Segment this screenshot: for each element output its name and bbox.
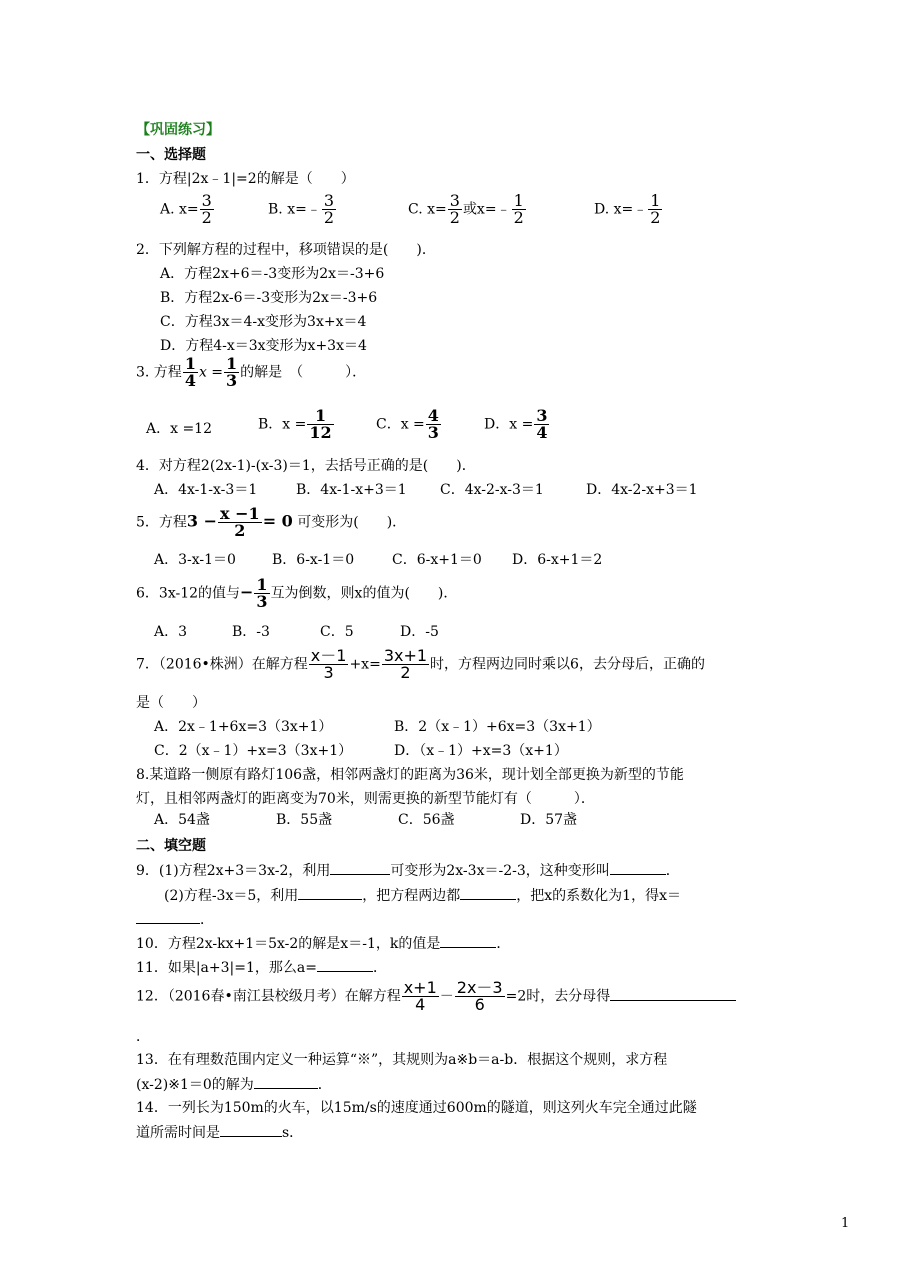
q9-line1: 9．(1)方程2x+3＝3x-2，利用 可变形为2x-3x＝-2-3，这种变形叫 ． [136,860,680,881]
q12-blank[interactable] [610,986,736,1001]
q7-option-d: D．（x﹣1）+x=3（x+1） [394,743,568,759]
q12: 12．（2016春•南江县校级月考）在解方程 $\frac{x+1}{4}$ － $\frac{2x-3}{6}$ =2时，去分母得 [136,980,736,1013]
q4-stem: 4．对方程2(2x-1)-(x-3)＝1，去括号正确的是( )． [136,458,476,474]
q6-option-a: A．3 [154,624,188,640]
q4-option-d: D．4x-2-x+3＝1 [586,482,698,498]
q7-stem: 7．（2016•株洲）在解方程 $\frac{x-1}{3}$ +x= $\frac{3x+1}{2}$ 时，方程两边同时乘以6，去分母后，正确的 [136,646,705,682]
q14-line1: 14．一列长为150m的火车，以15m/s的速度通过600m的隧道，则这列火车完全通过此隧 [136,1100,697,1116]
q4-option-b: B．4x-1-x+3＝1 [296,482,407,498]
q9-line2: (2)方程-3x＝5，利用 ，把方程两边都 ，把x的系数化为1，得x＝ [164,885,681,906]
q1-option-c: C. x= $\frac{3}{2}$ 或x=﹣ $\frac{1}{2}$ [408,191,524,227]
q9-blank-5[interactable] [136,909,200,924]
q13-line1: 13．在有理数范围内定义一种运算“※”，其规则为a※b＝a-b．根据这个规则，求方程 [136,1052,668,1068]
q6-stem: 6．3x-12的值与− $\frac{1}{3}$ 互为倒数，则x的值为( )． [136,575,458,611]
q4-option-c: C．4x-2-x-3＝1 [440,482,544,498]
q1-option-b: B. x=﹣ $\frac{3}{2}$ [268,191,335,227]
q8-stem-line2: 灯，且相邻两盏灯的距离变为70米，则需更换的新型节能灯有（ ）． [136,791,595,807]
q14-line2: 道所需时间是 s． [136,1122,303,1143]
q1-option-d: D. x=﹣ $\frac{1}{2}$ [594,191,661,227]
q13-line2: (x-2)※1＝0的解为 ． [136,1074,332,1095]
q5-option-a: A．3-x-1＝0 [154,552,236,568]
q3-option-a: A．x =12 [146,421,213,437]
q8-option-a: A．54盏 [154,812,210,828]
practice-header: 【巩固练习】 [136,122,220,138]
q9-blank-3[interactable] [298,885,362,900]
q7-option-b: B．2（x﹣1）+6x=3（3x+1） [394,719,601,735]
q7-option-c: C．2（x﹣1）+x=3（3x+1） [154,743,353,759]
q10-blank[interactable] [440,933,496,948]
q11-blank[interactable] [317,957,373,972]
q8-option-d: D．57盏 [520,812,578,828]
q2-option-d: D．方程4-x＝3x变形为x+3x＝4 [160,338,367,354]
q5-option-d: D．6-x+1＝2 [512,552,603,568]
q2-stem: 2．下列解方程的过程中，移项错误的是( )． [136,242,436,258]
q3-option-c: C．x = $\frac{4}{3}$ [376,406,439,442]
q9-blank-4[interactable] [460,885,516,900]
q9-blank-1[interactable] [330,860,390,875]
q3-stem: 3. 方程 $\frac{1}{4}$ x = $\frac{1}{3}$ 的解是 （ ）． [136,354,367,390]
q9-blank-2[interactable] [610,860,666,875]
q2-option-c: C．方程3x＝4-x变形为3x+x＝4 [160,314,367,330]
q9-line3: ． [136,909,214,930]
q2-option-b: B．方程2x-6＝-3变形为2x＝-3+6 [160,290,378,306]
q5-option-b: B．6-x-1＝0 [272,552,355,568]
q10: 10．方程2x-kx+1＝5x-2的解是x＝-1，k的值是 ． [136,933,510,954]
section-choice-title: 一、选择题 [136,147,206,163]
q3-option-b: B．x = $\frac{1}{12}$ [258,406,332,442]
q8-stem-line1: 8.某道路一侧原有路灯106盏，相邻两盏灯的距离为36米，现计划全部更换为新型的节能 [136,767,684,783]
q1-option-a: A. x= $\frac{3}{2}$ [160,191,212,227]
page-number: 1 [841,1216,850,1231]
q7-option-a: A．2x﹣1+6x=3（3x+1） [154,719,333,735]
q5-option-c: C．6-x+1＝0 [392,552,482,568]
q8-option-c: C．56盏 [398,812,455,828]
q13-blank[interactable] [254,1074,318,1089]
q8-option-b: B．55盏 [276,812,333,828]
q3-option-d: D．x = $\frac{3}{4}$ [484,406,548,442]
q1-stem: 1．方程|2x﹣1|=2的解是（ ） [136,171,355,187]
q14-blank[interactable] [220,1122,282,1137]
q12-end: ． [136,1029,150,1045]
q6-option-c: C．5 [320,624,354,640]
q11: 11．如果|a+3|=1，那么a= ． [136,957,387,978]
section-fill-title: 二、填空题 [136,838,206,854]
q7-stem-line2: 是（ ） [136,695,206,711]
q6-option-d: D．-5 [400,624,439,640]
q5-stem: 5．方程3 − $\frac{x -1}{2}$ = 0 可变形为( )． [136,504,407,540]
q6-option-b: B．-3 [232,624,270,640]
q4-option-a: A．4x-1-x-3＝1 [154,482,258,498]
q2-option-a: A．方程2x+6＝-3变形为2x＝-3+6 [160,266,385,282]
